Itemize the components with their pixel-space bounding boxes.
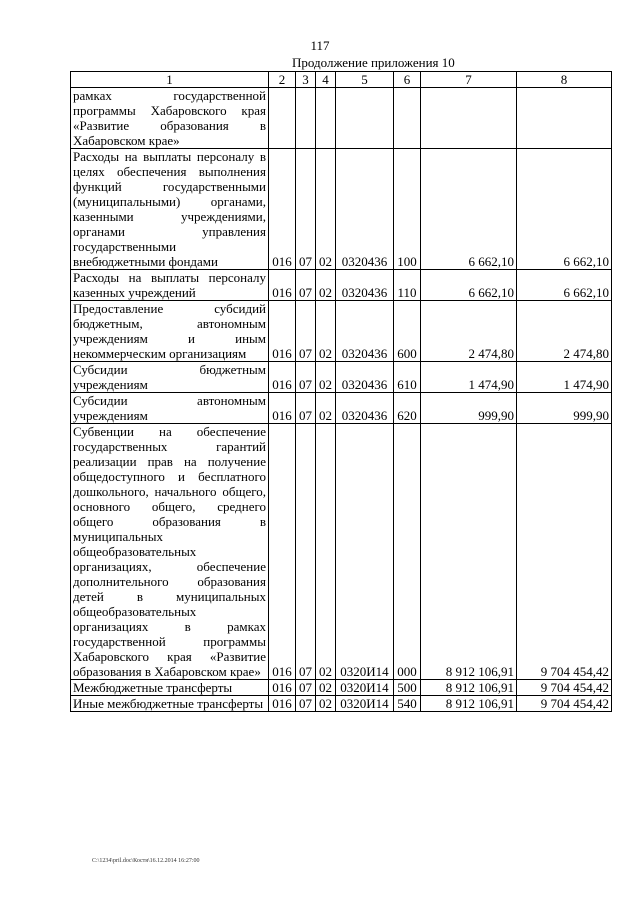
cell-subsection: 02	[316, 149, 336, 270]
cell-amount-8: 9 704 454,42	[517, 680, 612, 696]
cell-section: 07	[296, 424, 316, 680]
cell-expense-type: 620	[394, 393, 421, 424]
cell-amount-7: 999,90	[421, 393, 517, 424]
table-row	[71, 270, 612, 301]
cell-section: 07	[296, 393, 316, 424]
cell-target-article: 0320И14	[336, 680, 394, 696]
table-row	[71, 88, 612, 149]
cell-section: 07	[296, 362, 316, 393]
table-row	[71, 424, 612, 680]
cell-expense-type: 610	[394, 362, 421, 393]
cell-admin-code: 016	[269, 270, 296, 301]
cell-expense-type: 000	[394, 424, 421, 680]
cell-expense-type: 600	[394, 301, 421, 362]
cell-subsection: 02	[316, 424, 336, 680]
cell-target-article: 0320436	[336, 301, 394, 362]
cell-expense-type	[394, 88, 421, 149]
row-name: Субвенции на обеспечение государственных гарантий реализации прав на получение общедоступного и бесплатного дошкольного, начального общего, основного общего, среднего общего образования в муниципальных общеобразовательных организациях, обеспечение дополнительного образования детей в муниципальных общеобразовательных организациях в рамках государственной программы Хабаровского края «Развитие образования в Хабаровском крае»	[71, 424, 269, 680]
column-header: 5	[336, 72, 394, 88]
cell-section: 07	[296, 270, 316, 301]
row-name: Субсидии автономным учреждениям	[71, 393, 269, 424]
column-header: 1	[71, 72, 269, 88]
cell-amount-7: 6 662,10	[421, 270, 517, 301]
cell-target-article: 0320436	[336, 362, 394, 393]
cell-target-article: 0320436	[336, 393, 394, 424]
cell-amount-7: 6 662,10	[421, 149, 517, 270]
cell-admin-code: 016	[269, 696, 296, 712]
cell-amount-8: 9 704 454,42	[517, 696, 612, 712]
column-header: 2	[269, 72, 296, 88]
cell-expense-type: 100	[394, 149, 421, 270]
table-header-row	[71, 72, 612, 88]
column-header: 6	[394, 72, 421, 88]
table-row	[71, 301, 612, 362]
cell-amount-8: 999,90	[517, 393, 612, 424]
row-name: Расходы на выплаты персоналу казенных учреждений	[71, 270, 269, 301]
table-row	[71, 393, 612, 424]
cell-section: 07	[296, 149, 316, 270]
cell-admin-code: 016	[269, 393, 296, 424]
cell-section	[296, 88, 316, 149]
cell-amount-7: 8 912 106,91	[421, 424, 517, 680]
cell-expense-type: 500	[394, 680, 421, 696]
cell-admin-code	[269, 88, 296, 149]
cell-amount-8: 6 662,10	[517, 270, 612, 301]
cell-subsection: 02	[316, 301, 336, 362]
cell-subsection: 02	[316, 393, 336, 424]
cell-amount-7	[421, 88, 517, 149]
cell-section: 07	[296, 680, 316, 696]
cell-amount-8: 1 474,90	[517, 362, 612, 393]
page-number: 117	[310, 38, 330, 53]
cell-subsection: 02	[316, 680, 336, 696]
column-header: 4	[316, 72, 336, 88]
continuation-title: Продолжение приложения 10	[292, 55, 455, 70]
table-row	[71, 149, 612, 270]
cell-target-article	[336, 88, 394, 149]
file-path-footer: C:\1234\pril.doc\Костя\16.12.2014 16:27:00	[92, 858, 200, 864]
row-name: Предоставление субсидий бюджетным, автономным учреждениям и иным некоммерческим организациям	[71, 301, 269, 362]
row-name: Межбюджетные трансферты	[71, 680, 269, 696]
table-row	[71, 362, 612, 393]
cell-admin-code: 016	[269, 424, 296, 680]
cell-subsection: 02	[316, 362, 336, 393]
appendix-table	[70, 71, 612, 712]
cell-section: 07	[296, 301, 316, 362]
cell-subsection: 02	[316, 696, 336, 712]
row-name: Иные межбюджетные трансферты	[71, 696, 269, 712]
column-header: 3	[296, 72, 316, 88]
table-row	[71, 680, 612, 696]
cell-subsection: 02	[316, 270, 336, 301]
row-name: Субсидии бюджетным учреждениям	[71, 362, 269, 393]
cell-expense-type: 110	[394, 270, 421, 301]
row-name: рамках государственной программы Хабаровского края «Развитие образования в Хабаровском крае»	[71, 88, 269, 149]
cell-admin-code: 016	[269, 680, 296, 696]
cell-admin-code: 016	[269, 362, 296, 393]
cell-amount-8	[517, 88, 612, 149]
cell-amount-8: 6 662,10	[517, 149, 612, 270]
cell-target-article: 0320И14	[336, 424, 394, 680]
cell-target-article: 0320436	[336, 149, 394, 270]
cell-amount-7: 1 474,90	[421, 362, 517, 393]
cell-target-article: 0320436	[336, 270, 394, 301]
cell-admin-code: 016	[269, 149, 296, 270]
cell-amount-7: 8 912 106,91	[421, 680, 517, 696]
cell-section: 07	[296, 696, 316, 712]
table-row	[71, 696, 612, 712]
cell-amount-8: 2 474,80	[517, 301, 612, 362]
cell-amount-7: 8 912 106,91	[421, 696, 517, 712]
row-name: Расходы на выплаты персоналу в целях обеспечения выполнения функций государственными (муниципальными) органами, казенными учреждениями, органами управления государственными внебюджетными фондами	[71, 149, 269, 270]
cell-expense-type: 540	[394, 696, 421, 712]
cell-amount-7: 2 474,80	[421, 301, 517, 362]
cell-admin-code: 016	[269, 301, 296, 362]
column-header: 8	[517, 72, 612, 88]
cell-amount-8: 9 704 454,42	[517, 424, 612, 680]
cell-target-article: 0320И14	[336, 696, 394, 712]
column-header: 7	[421, 72, 517, 88]
cell-subsection	[316, 88, 336, 149]
